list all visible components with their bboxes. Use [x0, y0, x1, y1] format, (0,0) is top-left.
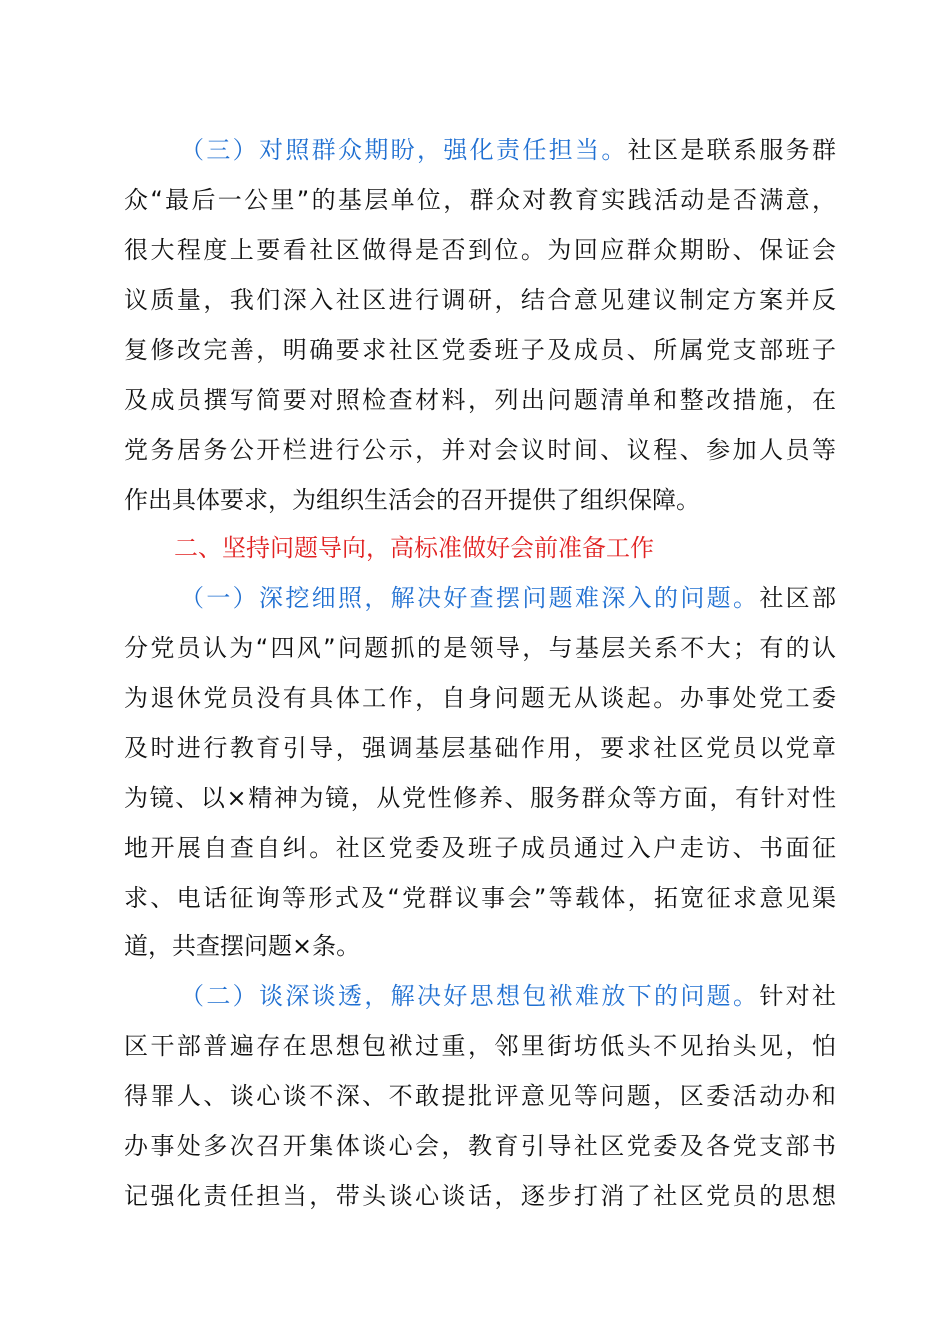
section-3-line-1: 众“最后一公里”的基层单位，群众对教育实践活动是否满意， [124, 186, 836, 214]
section-3-line-4: 复修改完善，明确要求社区党委班子及成员、所属党支部班子 [124, 336, 836, 364]
item-1-line-5: 地开展自查自纠。社区党委及班子成员通过入户走访、书面征 [124, 834, 836, 862]
item-2-heading: （二）谈深谈透，解决好思想包袱难放下的问题。 [180, 982, 760, 1010]
item-2-first-line [180, 976, 836, 1016]
section-3-line-5: 及成员撰写简要对照检查材料，列出问题清单和整改措施，在 [124, 386, 836, 414]
item-2-line-2: 得罪人、谈心谈不深、不敢提批评意见等问题，区委活动办和 [124, 1082, 836, 1110]
section-3-line-3: 议质量，我们深入社区进行调研，结合意见建议制定方案并反 [124, 286, 836, 314]
item-2-line-4: 记强化责任担当，带头谈心谈话，逐步打消了社区党员的思想 [124, 1182, 836, 1210]
item-1-first-line [180, 578, 836, 618]
section-3-line-2: 很大程度上要看社区做得是否到位。为回应群众期盼、保证会 [124, 236, 836, 264]
item-1-line-3: 及时进行教育引导，强调基层基础作用，要求社区党员以党章 [124, 734, 836, 762]
part-2-title: 二、坚持问题导向，高标准做好会前准备工作 [174, 534, 654, 562]
item-1-line-0: 社区部 [759, 584, 836, 612]
item-2-line-1: 区干部普遍存在思想包袱过重，邻里街坊低头不见抬头见，怕 [124, 1032, 836, 1060]
section-3-first-line [180, 130, 836, 170]
section-3-line-7: 作出具体要求，为组织生活会的召开提供了组织保障。 [124, 486, 700, 514]
section-3-heading: （三）对照群众期盼，强化责任担当。 [180, 136, 628, 164]
item-1-line-7: 道，共查摆问题×条。 [124, 932, 361, 960]
item-1-heading: （一）深挖细照，解决好查摆问题难深入的问题。 [180, 584, 760, 612]
item-1-line-1: 分党员认为“四风”问题抓的是领导，与基层关系不大；有的认 [124, 634, 836, 662]
section-3-line-0: 社区是联系服务群 [627, 136, 836, 164]
item-2-line-3: 办事处多次召开集体谈心会，教育引导社区党委及各党支部书 [124, 1132, 836, 1160]
item-1-line-4: 为镜、以×精神为镜，从党性修养、服务群众等方面，有针对性 [124, 784, 836, 812]
item-1-line-6: 求、电话征询等形式及“党群议事会”等载体，拓宽征求意见渠 [124, 884, 836, 912]
item-1-line-2: 为退休党员没有具体工作，自身问题无从谈起。办事处党工委 [124, 684, 836, 712]
section-3-line-6: 党务居务公开栏进行公示，并对会议时间、议程、参加人员等 [124, 436, 836, 464]
item-2-line-0: 针对社 [759, 982, 836, 1010]
